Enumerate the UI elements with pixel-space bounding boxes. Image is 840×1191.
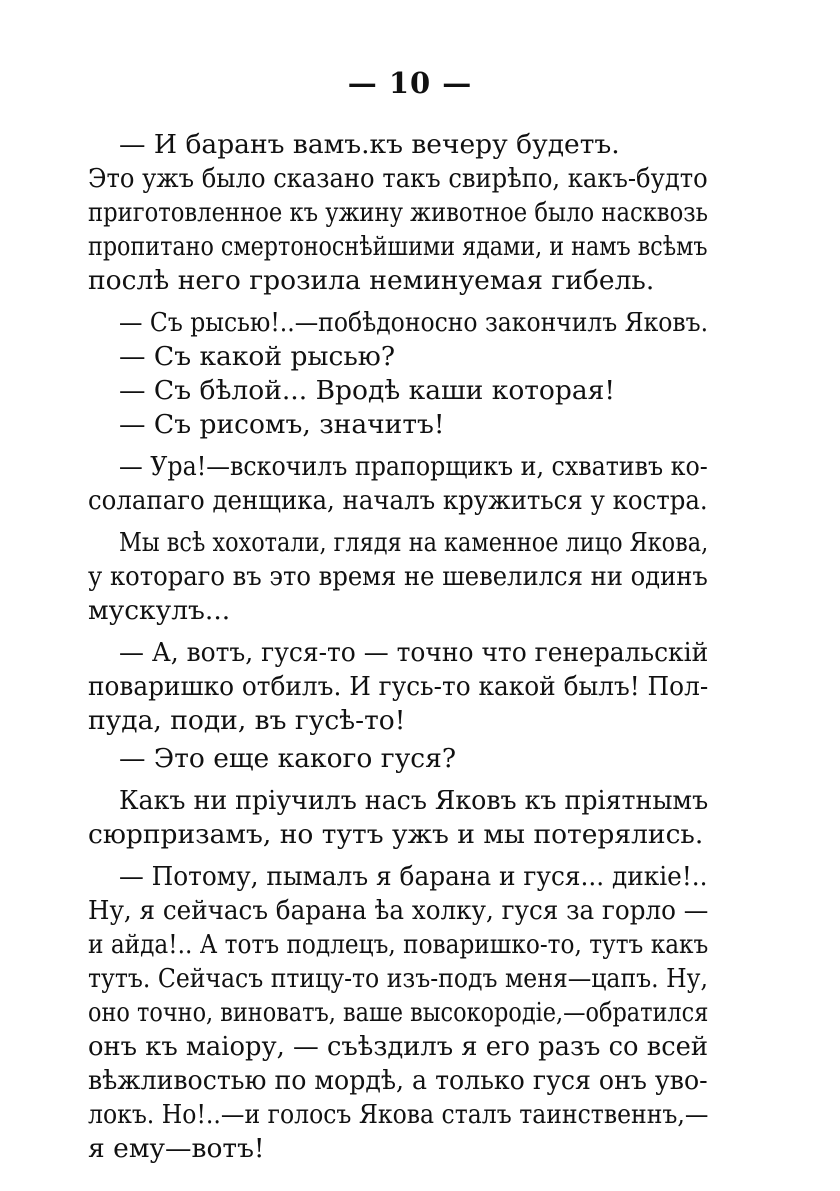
text-line: тутъ. Сейчасъ птицу-то изъ-подъ меня—цапъ. Ну, bbox=[88, 963, 708, 994]
text-line: мускулъ... bbox=[88, 595, 231, 626]
text-line: — И баранъ вамъ.къ вечеру будетъ. bbox=[119, 129, 620, 160]
text-line: вѣжливостью по мордѣ, а только гуся онъ уво- bbox=[88, 1065, 708, 1096]
text-line: и айда!.. А тотъ подлецъ, поваришко-то, тутъ какъ bbox=[88, 929, 709, 960]
text-line: пропитано смертоноснѣйшими ядами, и намъ всѣмъ bbox=[88, 231, 708, 262]
text-line: у котораго въ это время не шевелился ни одинъ bbox=[88, 561, 708, 592]
text-line: Ну, я сейчасъ барана ѣа холку, гуся за горло — bbox=[88, 895, 709, 926]
text-line: онъ къ маіору, — съѣздилъ я его разъ со всей bbox=[88, 1031, 709, 1062]
text-line: Это ужъ было сказано такъ свирѣпо, какъ-будто bbox=[88, 163, 708, 194]
text-line: — Потому, пымалъ я барана и гуся... дикіе!.. bbox=[119, 861, 708, 892]
text-line: — Съ рисомъ, значитъ! bbox=[119, 409, 445, 440]
text-line: послѣ него грозила неминуемая гибель. bbox=[88, 265, 655, 296]
text-line: — Съ бѣлой... Вродѣ каши которая! bbox=[119, 375, 616, 406]
text-line: я ему—вотъ! bbox=[88, 1133, 265, 1164]
text-line: пуда, поди, въ гусѣ-то! bbox=[88, 705, 406, 736]
text-line: — Съ какой рысью? bbox=[119, 341, 396, 372]
text-line: — Съ рысью!..—побѣдоносно закончилъ Яковъ. bbox=[119, 307, 709, 338]
text-line: оно точно, виноватъ, ваше высокородіе,—обратился bbox=[88, 997, 709, 1028]
text-line: приготовленное къ ужину животное было насквозь bbox=[88, 197, 708, 228]
page-number: — 10 — bbox=[347, 66, 473, 100]
text-line: поваришко отбилъ. И гусь-то какой былъ! Пол- bbox=[88, 671, 709, 702]
text-line: — А, вотъ, гуся-то — точно что генеральскій bbox=[119, 637, 709, 668]
text-line: сюрпризамъ, но тутъ ужъ и мы потерялись. bbox=[88, 819, 704, 850]
text-line: локъ. Но!..—и голосъ Якова сталъ таинственнъ,— bbox=[88, 1099, 709, 1130]
text-line: — Ура!—вскочилъ прапорщикъ и, схвативъ ко- bbox=[119, 451, 708, 482]
text-line: — Это еще какого гуся? bbox=[119, 743, 457, 774]
text-line: Мы всѣ хохотали, глядя на каменное лицо Якова, bbox=[119, 527, 709, 558]
text-line: солапаго денщика, началъ кружиться у костра. bbox=[88, 485, 708, 516]
text-line: Какъ ни пріучилъ насъ Яковъ къ пріятнымъ bbox=[119, 785, 709, 816]
